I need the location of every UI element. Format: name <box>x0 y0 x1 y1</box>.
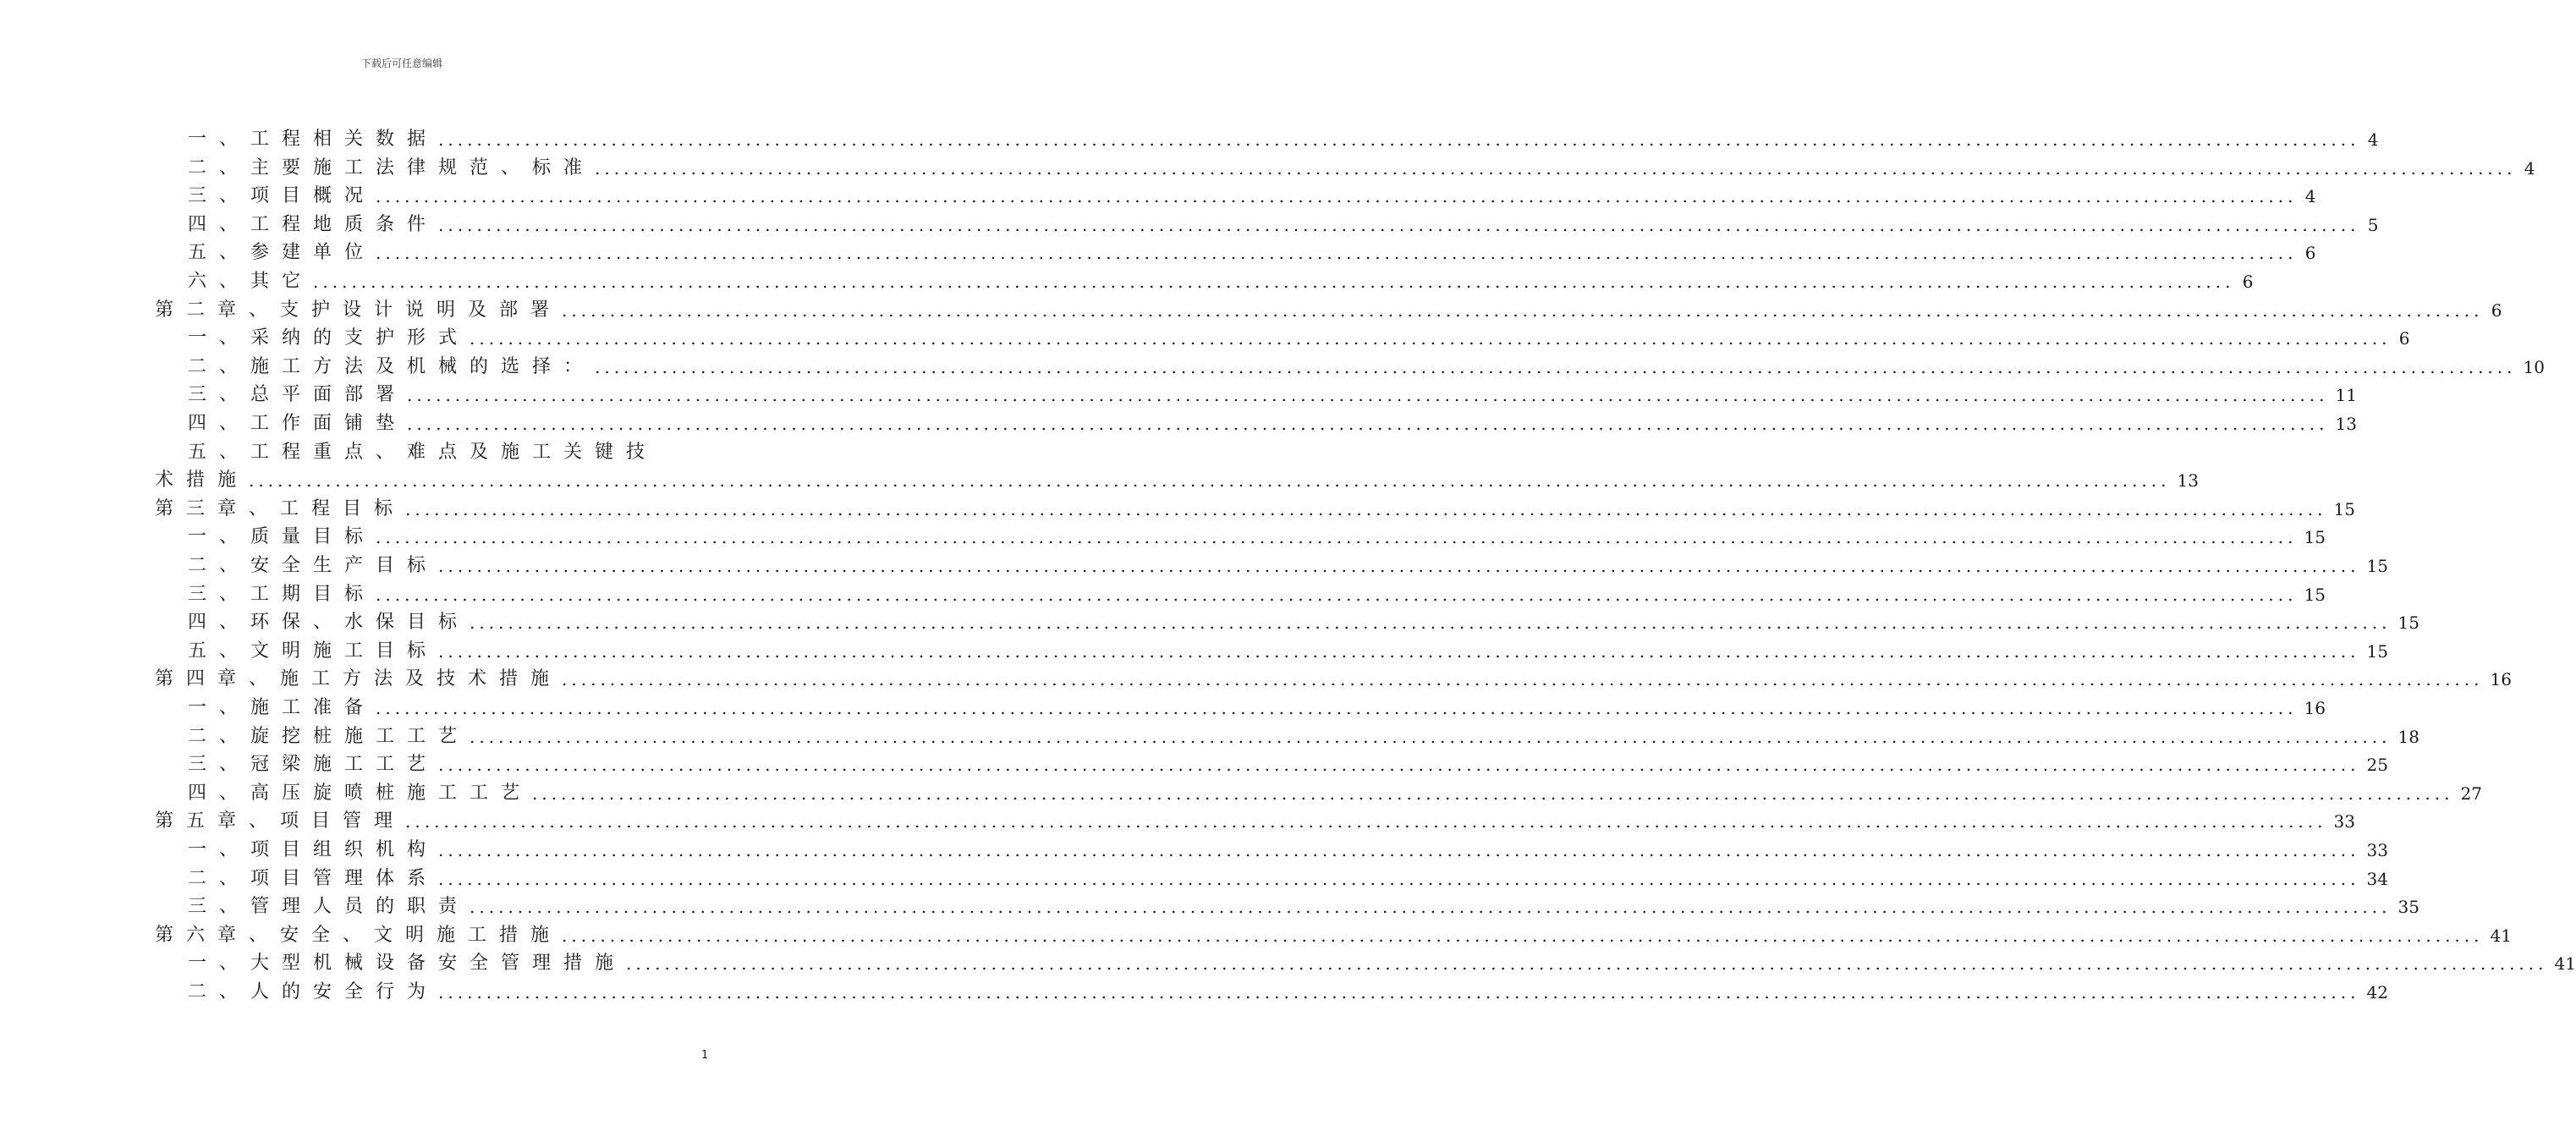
toc-entry[interactable] <box>188 951 2576 976</box>
toc-leader-dots: ........................................................................................................................................................................................................ <box>438 556 2360 576</box>
toc-leader-dots: ........................................................................................................................................................................................................ <box>438 868 2360 889</box>
toc-entry[interactable] <box>155 298 2502 323</box>
toc-entry-label: 四、工作面铺垫 <box>188 413 408 434</box>
toc-entry-label: 一、项目组织机构 <box>188 839 439 860</box>
toc-leader-dots: ........................................................................................................................................................................................................ <box>376 584 2298 605</box>
toc-entry-label: 一、大型机械设备安全管理措施 <box>188 953 627 975</box>
toc-entry-label: 二、人的安全行为 <box>188 981 439 1002</box>
toc-leader-dots: ........................................................................................................................................................................................................ <box>595 356 2517 377</box>
toc-entry-page: 6 <box>2491 299 2502 321</box>
toc-entry[interactable] <box>188 866 2388 892</box>
toc-entry[interactable] <box>155 923 2512 948</box>
toc-entry-label: 一、采纳的支护形式 <box>188 327 470 349</box>
toc-entry[interactable] <box>188 894 2419 920</box>
toc-entry-page: 6 <box>2304 243 2316 264</box>
toc-leader-dots: ........................................................................................................................................................................................................ <box>376 186 2298 207</box>
toc-entry-label: 一、质量目标 <box>188 526 376 548</box>
toc-entry-label: 三、冠梁施工工艺 <box>188 754 439 776</box>
toc-entry-label: 第六章、安全、文明施工措施 <box>155 924 563 946</box>
toc-entry-label: 二、项目管理体系 <box>188 867 439 889</box>
toc-entry-label: 四、环保、水保目标 <box>188 612 470 634</box>
toc-entry-page: 33 <box>2366 840 2388 860</box>
toc-entry-page: 25 <box>2366 755 2388 776</box>
page-number: 1 <box>701 1049 709 1062</box>
toc-entry-page: 15 <box>2366 556 2388 576</box>
toc-leader-dots: ........................................................................................................................................................................................................ <box>438 755 2360 776</box>
toc-entry-label: 术措施 <box>155 470 250 492</box>
toc-entry-label: 一、施工准备 <box>188 697 376 718</box>
toc-leader-dots: ........................................................................................................................................................................................................ <box>470 726 2392 747</box>
toc-entry[interactable] <box>188 553 2388 579</box>
toc-leader-dots: ........................................................................................................................................................................................................ <box>405 498 2327 519</box>
toc-entry[interactable] <box>188 980 2388 1005</box>
toc-entry-label: 三、总平面部署 <box>188 384 408 406</box>
toc-entry[interactable] <box>188 440 700 465</box>
toc-leader-dots: ........................................................................................................................................................................................................ <box>407 385 2329 406</box>
toc-entry[interactable] <box>188 127 2379 152</box>
toc-entry[interactable] <box>188 610 2419 635</box>
toc-leader-dots: ........................................................................................................................................................................................................ <box>438 129 2360 150</box>
toc-entry-label: 二、施工方法及机械的选择： <box>188 355 596 377</box>
toc-leader-dots: ........................................................................................................................................................................................................ <box>626 953 2548 975</box>
toc-entry-page: 6 <box>2398 328 2410 349</box>
toc-entry[interactable] <box>188 724 2419 750</box>
toc-entry[interactable] <box>188 781 2482 806</box>
toc-entry[interactable] <box>155 497 2355 522</box>
toc-entry[interactable] <box>188 354 2545 380</box>
toc-entry-page: 42 <box>2366 982 2388 1002</box>
toc-entry-label: 五、参建单位 <box>188 242 376 264</box>
toc-entry-page: 15 <box>2304 527 2326 548</box>
toc-entry-page: 35 <box>2397 897 2419 918</box>
toc-leader-dots: ........................................................................................................................................................................................................ <box>562 925 2484 946</box>
toc-entry[interactable] <box>188 269 2254 294</box>
toc-entry[interactable] <box>188 525 2326 550</box>
toc-leader-dots: ........................................................................................................................................................................................................ <box>562 669 2484 690</box>
toc-entry-label: 第二章、支护设计说明及部署 <box>155 299 563 321</box>
toc-leader-dots: ........................................................................................................................................................................................................ <box>532 783 2454 804</box>
toc-leader-dots: ........................................................................................................................................................................................................ <box>595 157 2517 179</box>
toc-entry-label: 二、旋挖桩施工工艺 <box>188 725 470 747</box>
toc-entry-page: 27 <box>2460 783 2482 804</box>
toc-entry-page: 5 <box>2367 214 2379 235</box>
toc-entry-page: 13 <box>2335 414 2357 434</box>
toc-leader-dots: ........................................................................................................................................................................................................ <box>376 698 2298 718</box>
toc-entry-page: 41 <box>2490 925 2512 946</box>
toc-entry-page: 15 <box>2366 640 2388 662</box>
toc-entry-page: 15 <box>2397 612 2419 634</box>
toc-leader-dots: ........................................................................................................................................................................................................ <box>438 840 2360 860</box>
toc-entry-page: 4 <box>2367 129 2379 150</box>
toc-entry-page: 15 <box>2333 498 2355 519</box>
toc-leader-dots: ........................................................................................................................................................................................................ <box>438 214 2360 235</box>
toc-entry[interactable] <box>188 240 2316 266</box>
toc-entry[interactable] <box>188 639 2388 664</box>
toc-entry-page: 18 <box>2397 726 2419 747</box>
toc-entry[interactable] <box>188 838 2388 863</box>
toc-entry[interactable] <box>155 809 2355 834</box>
toc-leader-dots: ........................................................................................................................................................................................................ <box>407 414 2329 434</box>
toc-entry-page: 4 <box>2524 157 2535 179</box>
toc-entry-page: 34 <box>2366 868 2388 889</box>
toc-entry[interactable] <box>155 468 2199 493</box>
toc-leader-dots: ........................................................................................................................................................................................................ <box>405 811 2327 832</box>
toc-leader-dots: ........................................................................................................................................................................................................ <box>313 272 2235 292</box>
toc-entry-label: 二、主要施工法律规范、标准 <box>188 157 596 179</box>
toc-entry-page: 33 <box>2333 811 2355 832</box>
toc-entry-label: 第四章、施工方法及技术措施 <box>155 668 563 690</box>
toc-leader-dots: ........................................................................................................................................................................................................ <box>470 897 2392 918</box>
toc-entry[interactable] <box>188 156 2535 181</box>
toc-entry-label: 第五章、项目管理 <box>155 810 406 832</box>
toc-entry-page: 6 <box>2242 272 2254 292</box>
toc-leader-dots: ........................................................................................................................................................................................................ <box>376 243 2298 264</box>
toc-leader-dots: ........................................................................................................................................................................................................ <box>438 640 2360 662</box>
toc-entry[interactable] <box>188 411 2357 437</box>
toc-entry[interactable] <box>188 695 2326 721</box>
toc-leader-dots: ........................................................................................................................................................................................................ <box>470 328 2392 349</box>
toc-entry-label: 三、工期目标 <box>188 583 376 605</box>
toc-leader-dots: ........................................................................................................................................................................................................ <box>376 527 2298 548</box>
toc-entry-page: 16 <box>2304 698 2326 718</box>
toc-entry-label: 五、文明施工目标 <box>188 640 439 662</box>
toc-entry-label: 一、工程相关数据 <box>188 129 439 150</box>
toc-entry-page: 13 <box>2177 470 2199 492</box>
toc-leader-dots: ........................................................................................................................................................................................................ <box>249 470 2171 492</box>
toc-entry-label: 六、其它 <box>188 271 314 292</box>
toc-entry-label: 三、项目概况 <box>188 185 376 207</box>
toc-entry[interactable] <box>188 326 2410 351</box>
toc-entry-label: 二、安全生产目标 <box>188 555 439 576</box>
toc-entry-page: 15 <box>2304 584 2326 605</box>
page-header: 下载后可任意编辑 <box>360 58 442 69</box>
toc-entry-page: 10 <box>2523 356 2545 377</box>
toc-entry[interactable] <box>188 752 2388 777</box>
toc-entry-page: 41 <box>2554 953 2576 975</box>
toc-entry[interactable] <box>188 212 2379 238</box>
toc-entry-label: 第三章、工程目标 <box>155 497 406 519</box>
toc-entry[interactable] <box>188 382 2357 408</box>
toc-entry-label: 四、工程地质条件 <box>188 213 439 235</box>
toc-entry-page: 16 <box>2490 669 2512 690</box>
toc-leader-dots: ........................................................................................................................................................................................................ <box>562 299 2484 321</box>
toc-entry-page: 11 <box>2335 385 2357 406</box>
toc-entry[interactable] <box>155 667 2512 692</box>
toc-leader-dots: ........................................................................................................................................................................................................ <box>470 612 2392 634</box>
toc-entry[interactable] <box>188 184 2316 209</box>
toc-entry-label: 五、工程重点、难点及施工关键技 <box>188 441 658 463</box>
toc-entry-label: 三、管理人员的职责 <box>188 896 470 918</box>
toc-leader-dots: ........................................................................................................................................................................................................ <box>438 982 2360 1002</box>
toc-entry[interactable] <box>188 582 2326 607</box>
toc-entry-page: 4 <box>2304 186 2316 207</box>
toc-entry-label: 四、高压旋喷桩施工工艺 <box>188 782 533 804</box>
